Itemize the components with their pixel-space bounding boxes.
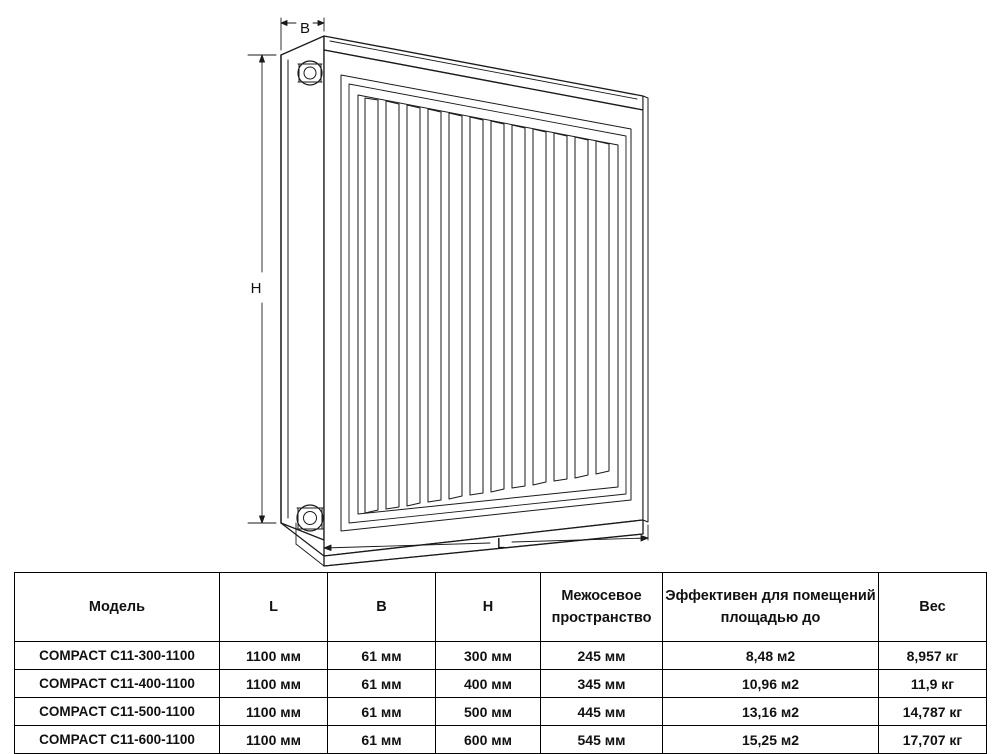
specifications-table: [14, 572, 987, 754]
table-row: [15, 670, 987, 698]
cell-h: 500 мм: [436, 698, 541, 726]
cell-b: 61 мм: [328, 670, 436, 698]
header-effective-area: [663, 573, 879, 642]
table-header-row: [15, 573, 987, 642]
header-center-distance-line2: пространство: [551, 610, 652, 626]
cell-l: 1100 мм: [220, 726, 328, 754]
table-row: [15, 726, 987, 754]
cell-weight: 11,9 кг: [879, 670, 987, 698]
cell-center-distance: 245 мм: [541, 642, 663, 670]
header-weight: Вес: [879, 573, 987, 642]
cell-b: 61 мм: [328, 726, 436, 754]
header-effective-area-line1: Эффективен для помещений: [665, 587, 876, 604]
header-l: L: [220, 573, 328, 642]
cell-effective-area: 15,25 м2: [663, 726, 879, 754]
cell-center-distance: 545 мм: [541, 726, 663, 754]
cell-model: COMPACT C11-300-1100: [15, 642, 220, 670]
cell-model: COMPACT C11-600-1100: [15, 726, 220, 754]
header-center-distance: [541, 573, 663, 642]
cell-b: 61 мм: [328, 698, 436, 726]
dimension-label-l: L: [496, 535, 506, 552]
cell-l: 1100 мм: [220, 698, 328, 726]
cell-weight: 14,787 кг: [879, 698, 987, 726]
table-row: [15, 642, 987, 670]
cell-h: 300 мм: [436, 642, 541, 670]
table-row: [15, 698, 987, 726]
cell-effective-area: 13,16 м2: [663, 698, 879, 726]
top-connector-plug: [298, 61, 322, 85]
header-effective-area-line2: площадью до: [720, 610, 821, 626]
cell-b: 61 мм: [328, 642, 436, 670]
header-center-distance-line1: Межосевое: [561, 587, 642, 604]
radiator-right-edge: [643, 96, 648, 522]
cell-effective-area: 10,96 м2: [663, 670, 879, 698]
header-model: Модель: [15, 573, 220, 642]
header-h: H: [436, 573, 541, 642]
cell-center-distance: 345 мм: [541, 670, 663, 698]
cell-model: COMPACT C11-500-1100: [15, 698, 220, 726]
bottom-connector-plug: [297, 505, 323, 531]
cell-center-distance: 445 мм: [541, 698, 663, 726]
cell-effective-area: 8,48 м2: [663, 642, 879, 670]
cell-l: 1100 мм: [220, 670, 328, 698]
header-b: B: [328, 573, 436, 642]
cell-weight: 17,707 кг: [879, 726, 987, 754]
cell-h: 400 мм: [436, 670, 541, 698]
dimension-label-b: B: [299, 20, 311, 37]
cell-weight: 8,957 кг: [879, 642, 987, 670]
radiator-side-panel: [281, 36, 324, 540]
radiator-fin-array: [358, 95, 618, 514]
dimension-label-h: H: [250, 280, 262, 297]
cell-h: 600 мм: [436, 726, 541, 754]
cell-l: 1100 мм: [220, 642, 328, 670]
cell-model: COMPACT C11-400-1100: [15, 670, 220, 698]
